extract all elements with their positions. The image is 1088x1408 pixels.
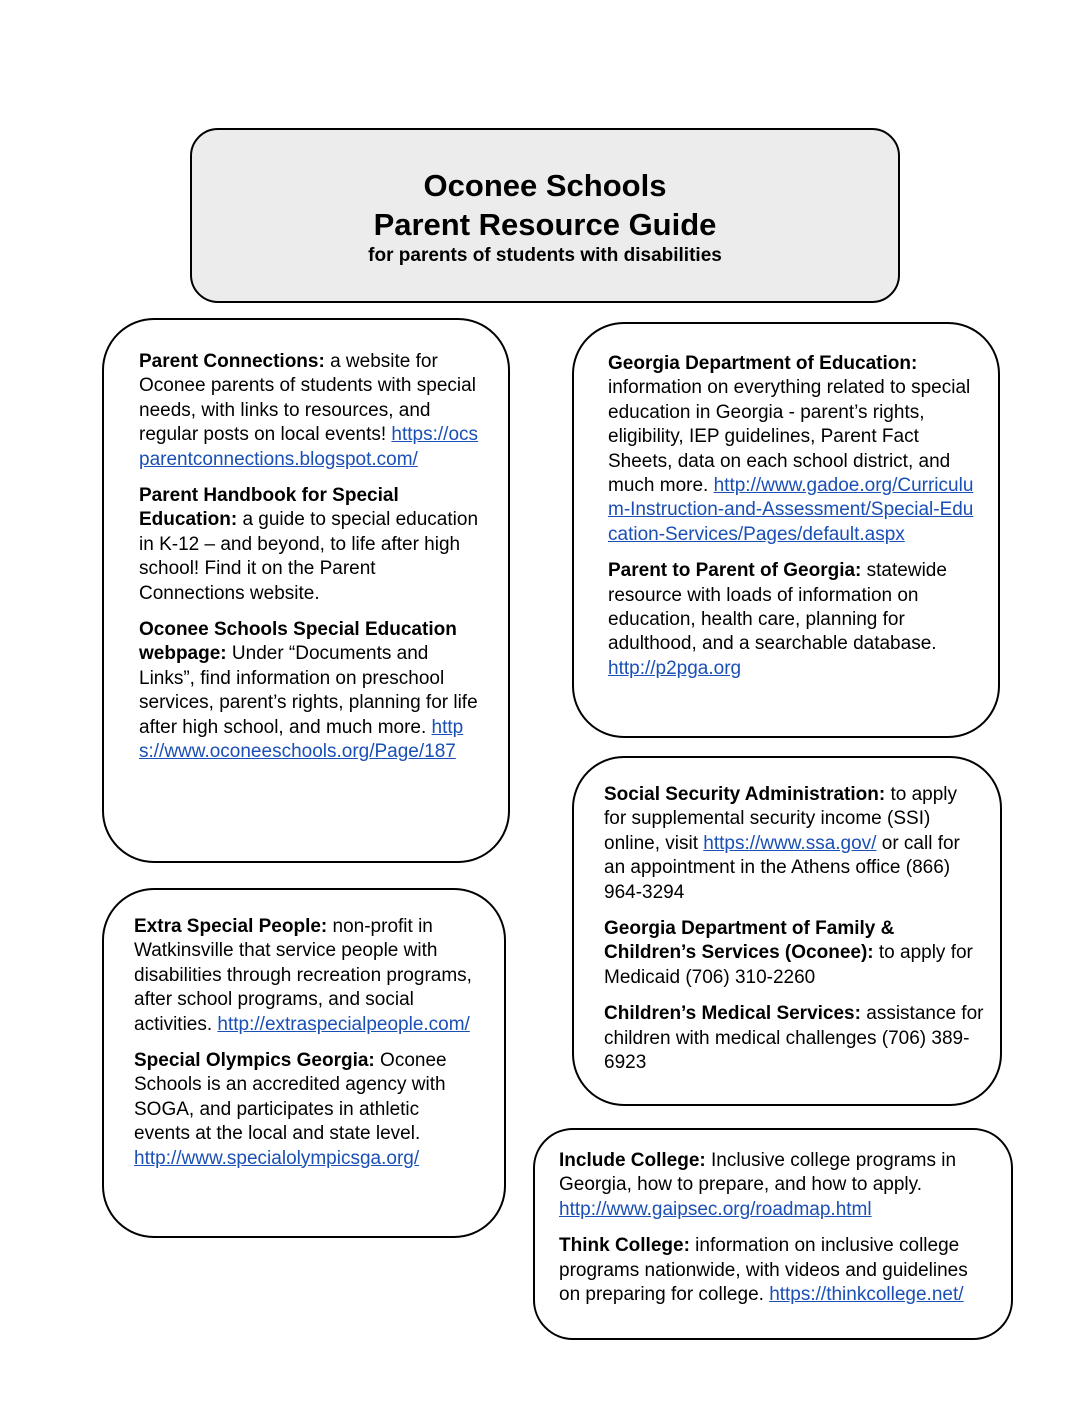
entry-include-college (559, 1149, 989, 1222)
entry-text: non-profit in Watkinsville that service people with disabilities through recreation programs, after school programs, and social activities. (134, 916, 472, 1035)
title-line-1: Oconee Schools (423, 168, 667, 203)
entry-link[interactable]: https://www.oconeeschools.org/Page/187 (139, 716, 464, 763)
entry-text-after: or call for an appointment in the Athens office (866) 964-3294 (604, 832, 960, 903)
entry-title: Extra Special People: (134, 916, 328, 937)
title-line-2: Parent Resource Guide (373, 207, 717, 242)
entry-cms (604, 1002, 984, 1075)
entry-title: Georgia Department of Education: (608, 353, 918, 374)
resource-box-college (533, 1128, 1013, 1340)
entry-dfcs (604, 917, 984, 990)
entry-link[interactable]: https://ocsparentconnections.blogspot.com/ (139, 424, 479, 470)
entry-title: Parent to Parent of Georgia: (608, 560, 862, 582)
entry-title: Georgia Department of Family & Children’s Services (Oconee): (604, 918, 895, 964)
entry-parent-handbook (139, 484, 484, 606)
resource-box-state (572, 322, 1000, 738)
entry-ga-doe (608, 352, 978, 547)
entry-text: to apply for Medicaid (706) 310-2260 (604, 942, 973, 988)
entry-title: Think College: (559, 1235, 690, 1257)
entry-link[interactable]: https://www.ssa.gov/ (703, 832, 877, 854)
entry-link[interactable]: https://thinkcollege.net/ (769, 1284, 964, 1306)
entry-oconee-sped-webpage (139, 618, 484, 764)
entry-text: Oconee Schools is an accredited agency with SOGA, and participates in athletic events at the local and state level. (134, 1050, 447, 1145)
entry-p2p-georgia (608, 559, 978, 681)
entry-text: information on everything related to special education in Georgia - parent’s rights, eligibility, IEP guidelines, Parent Fact Sheets, data on each school district, and much more. (608, 377, 971, 497)
entry-text: Under “Documents and Links”, find information on preschool services, parent’s rights, planning for life after high school, and much more. (139, 643, 478, 738)
entry-link[interactable]: http://www.gadoe.org/Curriculum-Instruction-and-Assessment/Special-Education-Services/Pages/default.aspx (608, 475, 974, 545)
entry-text: Inclusive college programs in Georgia, how to prepare, and how to apply. (559, 1150, 957, 1196)
entry-title: Parent Connections: (139, 351, 325, 372)
entry-link[interactable]: http://extraspecialpeople.com/ (217, 1013, 470, 1035)
subtitle: for parents of students with disabilities (368, 245, 722, 266)
entry-text: statewide resource with loads of information on education, health care, planning for adulthood, and a searchable database. (608, 560, 947, 655)
entry-title: Children’s Medical Services: (604, 1003, 861, 1025)
entry-ssa (604, 783, 984, 905)
entry-special-olympics (134, 1049, 479, 1171)
entry-text: to apply for supplemental security income (SSI) online, visit (604, 784, 958, 854)
entry-link[interactable]: http://www.specialolympicsga.org/ (134, 1147, 420, 1169)
resource-box-benefits (572, 756, 1002, 1106)
entry-title: Oconee Schools Special Education webpage: (139, 619, 457, 665)
entry-title: Include College: (559, 1150, 706, 1171)
entry-text: assistance for children with medical challenges (706) 389-6923 (604, 1003, 984, 1074)
entry-text: information on inclusive college programs nationwide, with videos and guidelines on preparing for college. (559, 1235, 968, 1306)
entry-think-college (559, 1234, 989, 1307)
entry-link[interactable]: http://p2pga.org (608, 657, 742, 679)
entry-text: a website for Oconee parents of students with special needs, with links to resources, and regular posts on local events! (139, 351, 476, 446)
entry-extra-special-people (134, 915, 479, 1037)
resource-box-recreation (102, 888, 506, 1238)
resource-box-school (102, 318, 510, 863)
entry-text: a guide to special education in K-12 – and beyond, to life after high school! Find it on the Parent Connections website. (139, 509, 479, 604)
entry-title: Social Security Administration: (604, 784, 886, 805)
entry-parent-connections (139, 350, 484, 472)
entry-link[interactable]: http://www.gaipsec.org/roadmap.html (559, 1198, 872, 1220)
title-banner (190, 128, 900, 303)
entry-title: Special Olympics Georgia: (134, 1050, 375, 1072)
entry-title: Parent Handbook for Special Education: (139, 485, 399, 531)
